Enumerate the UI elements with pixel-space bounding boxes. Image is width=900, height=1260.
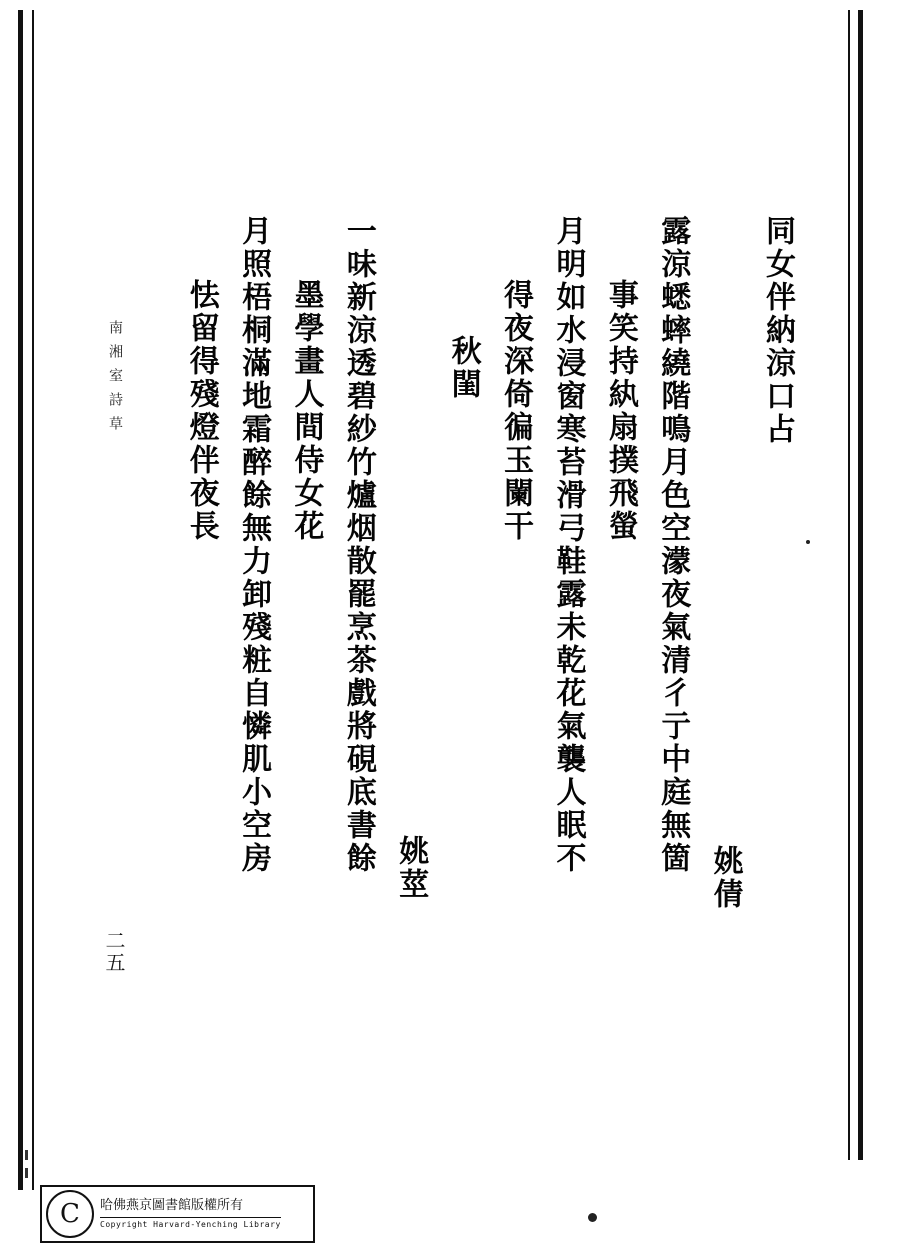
- copyright-icon: C: [46, 1190, 94, 1238]
- text-column: 月明如水浸窗寒苔滑弓鞋露未乾花氣襲人眠不: [550, 215, 586, 875]
- text-column: 事笑持紈扇撲飛螢: [602, 279, 638, 543]
- scan-artifact-speck: [588, 1213, 597, 1222]
- stamp-chinese-text: 哈佛燕京圖書館版權所有: [100, 1198, 244, 1214]
- text-column-author: 姚莖: [393, 835, 429, 901]
- text-column: 月照梧桐滿地霜醉餘無力卸殘粧自憐肌小空房: [236, 215, 272, 875]
- scan-artifact-speck: [806, 540, 810, 544]
- text-column: 怯留得殘燈伴夜長: [183, 279, 219, 543]
- text-column-title: 秋閨: [445, 335, 481, 401]
- text-column: 同女伴納涼口占: [760, 215, 795, 446]
- text-column: 一味新涼透碧紗竹爐烟散罷烹茶戲將硯底書餘: [340, 215, 376, 875]
- page-border-left-outer: [18, 10, 23, 1190]
- stamp-english-text: Copyright Harvard-Yenching Library: [100, 1217, 281, 1230]
- page-border-right-outer: [858, 10, 863, 1160]
- text-column-author: 姚倩: [707, 845, 743, 911]
- text-column: 露涼蟋蟀繞階鳴月色空濛夜氣清彳亍中庭無箇: [655, 215, 691, 875]
- text-column: 墨學畫人間侍女花: [288, 279, 324, 543]
- page-border-right-inner: [848, 10, 850, 1160]
- scan-artifact-mark: [25, 1168, 28, 1178]
- page-border-left-inner: [32, 10, 34, 1190]
- text-column: 得夜深倚徧玉闌干: [498, 279, 534, 543]
- stamp-text-block: [100, 1198, 281, 1229]
- library-copyright-stamp: [40, 1185, 315, 1243]
- running-book-title: 南湘室詩草: [107, 320, 123, 440]
- scan-artifact-mark: [25, 1150, 28, 1160]
- page-number: 二五: [102, 930, 126, 974]
- vertical-text-body: [95, 215, 795, 1115]
